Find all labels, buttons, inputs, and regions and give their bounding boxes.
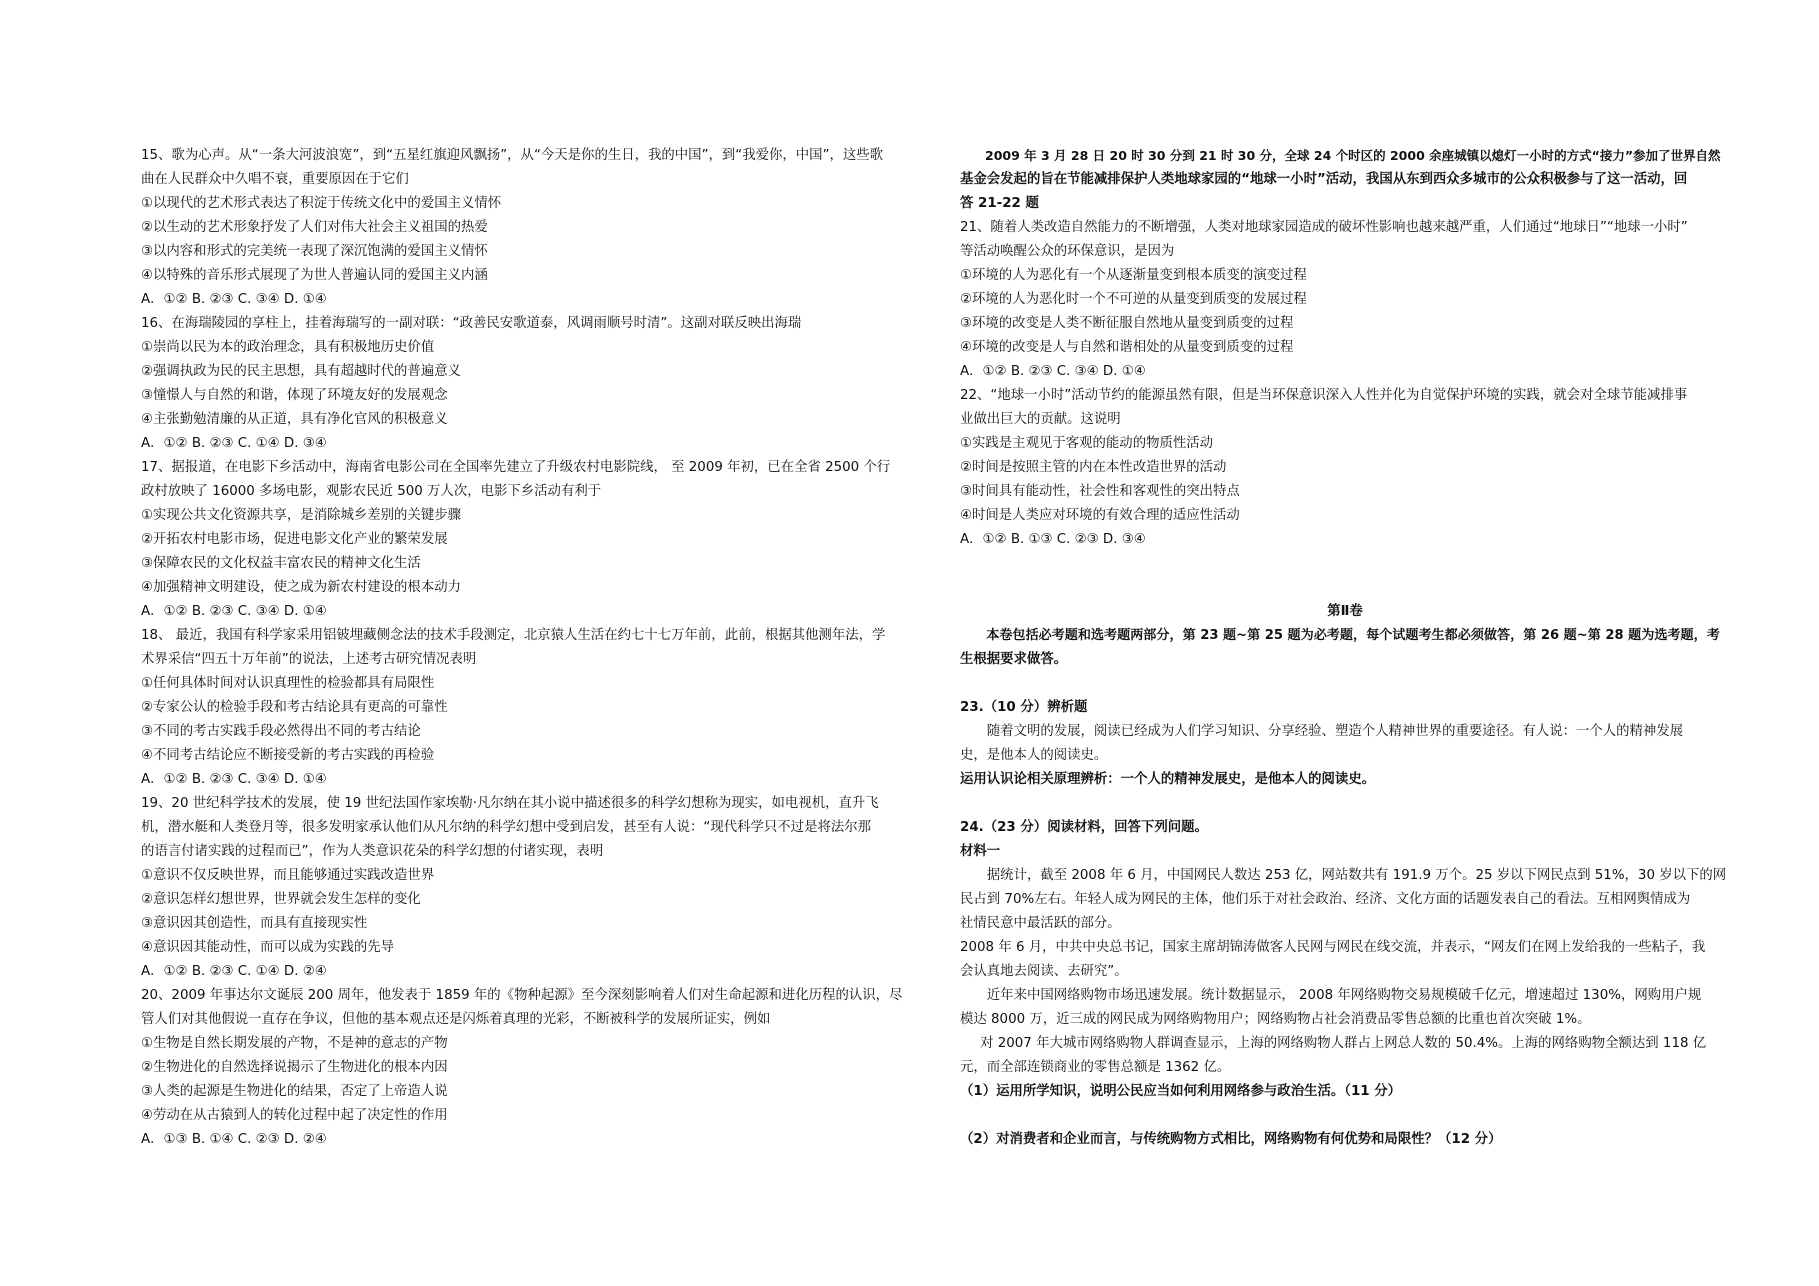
material-paragraph: 元，而全部连锁商业的零售总额是 1362 亿。: [960, 1060, 1231, 1075]
answer-choices: A．①② B. ②③ C. ③④ D. ①④: [141, 772, 327, 787]
section-title: 第Ⅱ卷: [1327, 604, 1363, 619]
option-2: ②意识怎样幻想世界，世界就会发生怎样的变化: [141, 892, 421, 907]
option-2: ②时间是按照主管的内在本性改造世界的活动: [960, 460, 1227, 475]
option-2: ②专家公认的检验手段和考古结论具有更高的可靠性: [141, 700, 448, 715]
option-3: ③意识因其创造性，而具有直接现实性: [141, 916, 368, 931]
right-column: [960, 144, 1730, 1152]
option-1: ①以现代的艺术形式表达了积淀于传统文化中的爱国主义情怀: [141, 196, 502, 211]
answer-choices: A．①② B. ②③ C. ③④ D. ①④: [960, 364, 1146, 379]
option-3: ③人类的起源是生物进化的结果，否定了上帝造人说: [141, 1084, 448, 1099]
question-body: 随着文明的发展，阅读已经成为人们学习知识、分享经验、塑造个人精神世界的重要途径。有人说：一个人的精神发展: [986, 724, 1684, 739]
option-1: ①生物是自然长期发展的产物，不是神的意志的产物: [141, 1036, 448, 1051]
option-3: ③以内容和形式的完美统一表现了深沉饱满的爱国主义情怀: [141, 244, 488, 259]
option-2: ②以生动的艺术形象抒发了人们对伟大社会主义祖国的热爱: [141, 220, 488, 235]
answer-choices: A．①③ B. ①④ C. ②③ D. ②④: [141, 1132, 327, 1147]
answer-choices: A．①② B. ②③ C. ③④ D. ①④: [141, 292, 327, 307]
question-stem: 22、“地球一小时”活动节约的能源虽然有限，但是当环保意识深入人性并化为自觉保护环境的实践，就会对全球节能减排事: [960, 388, 1688, 403]
option-3: ③不同的考古实践手段必然得出不同的考古结论: [141, 724, 421, 739]
answer-choices: A．①② B. ②③ C. ①④ D. ②④: [141, 964, 327, 979]
material-paragraph: 据统计，截至 2008 年 6 月，中国网民人数达 253 亿，网站数共有 191.9 万个。25 岁以下网民点到 51%，30 岁以下的网: [986, 868, 1727, 883]
question-16: [141, 312, 905, 456]
question-15: [141, 144, 905, 312]
question-stem: 业做出巨大的贡献。这说明: [960, 412, 1121, 427]
question-21: [960, 216, 1730, 384]
option-4: ④时间是人类应对环境的有效合理的适应性活动: [960, 508, 1240, 523]
material-paragraph: 近年来中国网络购物市场迅速发展。统计数据显示， 2008 年网络购物交易规模破千亿元，增速超过 130%，网购用户规: [986, 988, 1702, 1003]
answer-choices: A．①② B. ②③ C. ①④ D. ③④: [141, 436, 327, 451]
option-3: ③时间具有能动性，社会性和客观性的突出特点: [960, 484, 1240, 499]
option-4: ④劳动在从古猿到人的转化过程中起了决定性的作用: [141, 1108, 448, 1123]
answer-choices: A．①② B. ②③ C. ③④ D. ①④: [141, 604, 327, 619]
intro-text: 2009 年 3 月 28 日 20 时 30 分到 21 时 30 分，全球 24 个时区的 2000 余座城镇以熄灯一小时的方式“接力”参加了世界自然: [985, 148, 1721, 163]
question-body: 史，是他本人的阅读史。: [960, 748, 1108, 763]
question-task: 运用认识论相关原理辨析：一个人的精神发展史，是他本人的阅读史。: [960, 772, 1376, 787]
question-stem: 政村放映了 16000 多场电影，观影农民近 500 万人次，电影下乡活动有利于: [141, 484, 602, 499]
question-stem: 21、随着人类改造自然能力的不断增强，人类对地球家园造成的破坏性影响也越来越严重，人们通过“地球日”“地球一小时”: [960, 220, 1688, 235]
option-1: ①实现公共文化资源共享，是消除城乡差别的关键步骤: [141, 508, 461, 523]
question-stem: 20、2009 年事达尔文诞辰 200 周年，他发表于 1859 年的《物种起源》至今深刻影响着人们对生命起源和进化历程的认识，尽: [141, 988, 903, 1003]
question-stem: 16、在海瑞陵园的享柱上，挂着海瑞写的一副对联：“政善民安歌道泰，风调雨顺号时清”。这副对联反映出海瑞: [141, 316, 802, 331]
material-paragraph: 民占到 70%左右。年轻人成为网民的主体，他们乐于对社会政治、经济、文化方面的话题发表自己的看法。互相网舆情成为: [960, 892, 1691, 907]
option-1: ①环境的人为恶化有一个从逐渐量变到根本质变的演变过程: [960, 268, 1307, 283]
question-18: [141, 624, 905, 792]
option-4: ④环境的改变是人与自然和谐相处的从量变到质变的过程: [960, 340, 1294, 355]
question-19: [141, 792, 905, 984]
question-22: [960, 384, 1730, 552]
question-stem: 管人们对其他假说一直存在争议，但他的基本观点还是闪烁着真理的光彩，不断被科学的发展所证实，例如: [141, 1012, 771, 1027]
question-stem: 18、 最近，我国有科学家采用铝铍埋藏侧念法的技术手段测定，北京猿人生活在约七十七万年前，此前，根据其他测年法，学: [141, 628, 886, 643]
question-stem: 术界采信“四五十万年前”的说法，上述考古研究情况表明: [141, 652, 477, 667]
question-20: [141, 984, 905, 1152]
material-intro: [960, 144, 1730, 216]
question-stem: 曲在人民群众中久唱不衰，重要原因在于它们: [141, 172, 409, 187]
option-4: ④意识因其能动性，而可以成为实践的先导: [141, 940, 395, 955]
question-stem: 机，潜水艇和人类登月等，很多发明家承认他们从凡尔纳的科学幻想中受到启发，甚至有人说：“现代科学只不过是将法尔那: [141, 820, 872, 835]
option-3: ③憧憬人与自然的和谐，体现了环境友好的发展观念: [141, 388, 448, 403]
option-4: ④不同考古结论应不断接受新的考古实践的再检验: [141, 748, 435, 763]
material-paragraph: 社情民意中最活跃的部分。: [960, 916, 1121, 931]
material-paragraph: 模达 8000 万，近三成的网民成为网络购物用户；网络购物占社会消费品零售总额的比重也首次突破 1%。: [960, 1012, 1591, 1027]
answer-choices: A．①② B. ①③ C. ②③ D. ③④: [960, 532, 1146, 547]
question-23: [960, 696, 1730, 792]
option-2: ②强调执政为民的民主思想，具有超越时代的普遍意义: [141, 364, 461, 379]
option-2: ②生物进化的自然选择说揭示了生物进化的根本内因: [141, 1060, 448, 1075]
option-3: ③环境的改变是人类不断征服自然地从量变到质变的过程: [960, 316, 1294, 331]
option-2: ②环境的人为恶化时一个不可逆的从量变到质变的发展过程: [960, 292, 1307, 307]
option-1: ①意识不仅反映世界，而且能够通过实践改造世界: [141, 868, 435, 883]
option-1: ①崇尚以民为本的政治理念，具有积极地历史价值: [141, 340, 435, 355]
material-paragraph: 对 2007 年大城市网络购物人群调查显示，上海的网络购物人群占上网总人数的 50.4%。上海的网络购物全额达到 118 亿: [980, 1036, 1707, 1051]
section-description: 本卷包括必考题和选考题两部分，第 23 题~第 25 题为必考题，每个试题考生都必须做答，第 26 题~第 28 题为选考题，考: [986, 628, 1720, 643]
question-stem: 19、20 世纪科学技术的发展，使 19 世纪法国作家埃勒·凡尔纳在其小说中描述很多的科学幻想称为现实，如电视机，直升飞: [141, 796, 879, 811]
question-24: [960, 816, 1730, 1152]
sub-question-1: （1）运用所学知识，说明公民应当如何利用网络参与政治生活。（11 分）: [960, 1084, 1402, 1099]
question-17: [141, 456, 905, 624]
option-2: ②开拓农村电影市场，促进电影文化产业的繁荣发展: [141, 532, 448, 547]
option-1: ①任何具体时间对认识真理性的检验都具有局限性: [141, 676, 435, 691]
question-stem: 17、据报道，在电影下乡活动中，海南省电影公司在全国率先建立了升级农村电影院线， 至 2009 年初，已在全省 2500 个行: [141, 460, 891, 475]
intro-text: 答 21-22 题: [960, 196, 1039, 211]
part-two-header: [960, 600, 1730, 672]
option-3: ③保障农民的文化权益丰富农民的精神文化生活: [141, 556, 421, 571]
option-4: ④加强精神文明建设，使之成为新农村建设的根本动力: [141, 580, 461, 595]
option-4: ④以特殊的音乐形式展现了为世人普遍认同的爱国主义内涵: [141, 268, 488, 283]
question-stem: 等活动唤醒公众的环保意识，是因为: [960, 244, 1175, 259]
question-heading: 23.（10 分）辨析题: [960, 700, 1088, 715]
section-description: 生根据要求做答。: [960, 652, 1068, 667]
material-paragraph: 会认真地去阅读、去研究”。: [960, 964, 1128, 979]
option-1: ①实践是主观见于客观的能动的物质性活动: [960, 436, 1214, 451]
left-column: [141, 144, 905, 1152]
sub-question-2: （2）对消费者和企业而言，与传统购物方式相比，网络购物有何优势和局限性？（12 分）: [960, 1132, 1502, 1147]
question-stem: 15、歌为心声。从“一条大河波浪宽”，到“五星红旗迎风飘扬”，从“今天是你的生日，我的中国”，到“我爱你，中国”，这些歌: [141, 148, 884, 163]
material-paragraph: 2008 年 6 月，中共中央总书记，国家主席胡锦涛做客人民网与网民在线交流，并表示，“网友们在网上发给我的一些粘子，我: [960, 940, 1706, 955]
option-4: ④主张勤勉清廉的从正道，具有净化官风的积极意义: [141, 412, 448, 427]
intro-text: 基金会发起的旨在节能减排保护人类地球家园的“地球一小时”活动，我国从东到西众多城市的公众积极参与了这一活动，回: [960, 172, 1688, 187]
question-heading: 24.（23 分）阅读材料，回答下列问题。: [960, 820, 1208, 835]
question-stem: 的语言付诸实践的过程而已”，作为人类意识花朵的科学幻想的付诸实现，表明: [141, 844, 604, 859]
material-label: 材料一: [960, 844, 1001, 859]
